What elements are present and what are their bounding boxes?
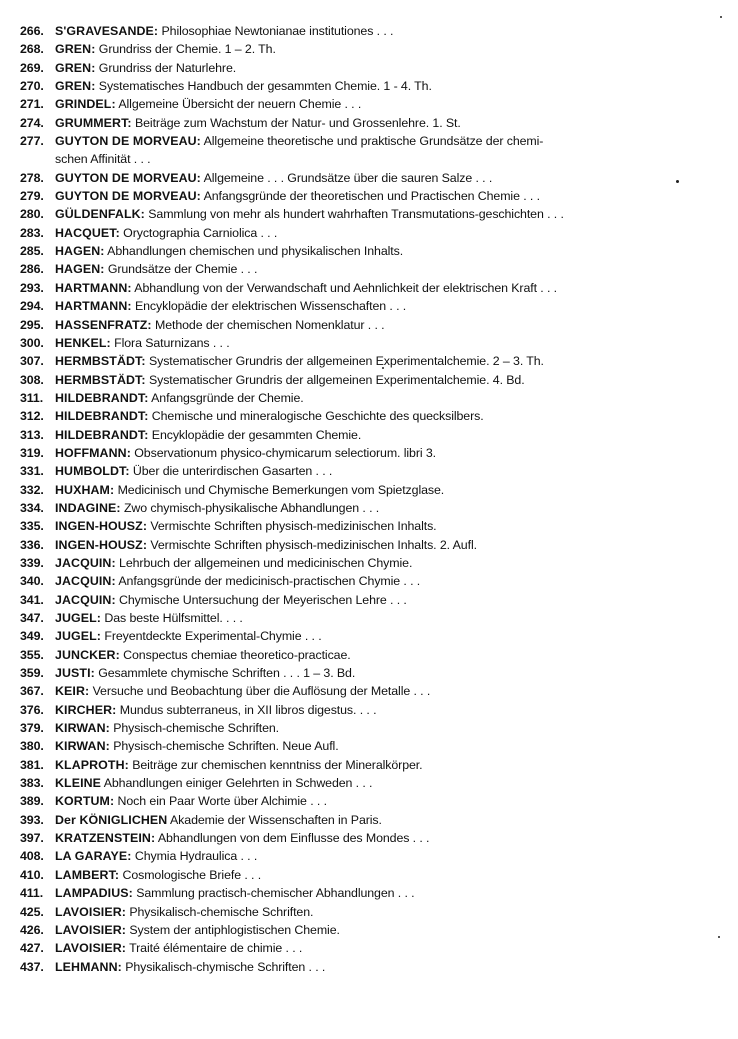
entry-author: LAMBERT: xyxy=(55,867,120,882)
bibliography-entry xyxy=(20,187,732,205)
entry-title: Abhandlungen von dem Einflusse des Mondes . . . xyxy=(157,831,430,846)
entry-author: LAVOISIER: xyxy=(55,904,126,919)
bibliography-entry xyxy=(20,114,732,132)
entry-number: 311. xyxy=(20,390,44,405)
bibliography-entry xyxy=(20,444,732,462)
entry-number: 376. xyxy=(20,702,44,717)
entry-author: KIRWAN: xyxy=(55,721,110,736)
entry-number: 410. xyxy=(20,867,44,882)
entry-number: 393. xyxy=(20,812,44,827)
bibliography-entry xyxy=(20,627,732,645)
entry-title: Chymia Hydraulica . . . xyxy=(134,849,258,864)
entry-title: Allgemeine Übersicht der neuern Chemie . . . xyxy=(118,97,362,112)
bibliography-entry xyxy=(20,260,732,278)
entry-title: Beiträge zum Wachstum der Natur- und Grossenlehre. 1. St. xyxy=(134,115,461,130)
entry-number: 300. xyxy=(20,335,44,350)
entry-number: 383. xyxy=(20,776,44,791)
bibliography-entry xyxy=(20,847,732,865)
entry-number: 339. xyxy=(20,555,44,570)
entry-author: Der KÖNIGLICHEN xyxy=(55,812,168,827)
entry-number: 334. xyxy=(20,500,44,515)
entry-number: 274. xyxy=(20,115,44,130)
entry-author: LAMPADIUS: xyxy=(55,886,133,901)
entry-title: Anfangsgründe der medicinisch-practischen Chymie . . . xyxy=(118,574,421,589)
entry-number: 427. xyxy=(20,941,44,956)
entry-title: Systematischer Grundris der allgemeinen Experimentalchemie. 2 – 3. Th. xyxy=(148,354,544,369)
entry-title: Anfangsgründe der Chemie. xyxy=(151,390,304,405)
bibliography-entry xyxy=(20,334,732,352)
entry-number: 380. xyxy=(20,739,44,754)
bibliography-entry xyxy=(20,481,732,499)
bibliography-entry xyxy=(20,572,732,590)
entry-title: Sammlung von mehr als hundert wahrhaften Transmutations-geschichten . . . xyxy=(148,207,564,222)
entry-number: 336. xyxy=(20,537,44,552)
entry-author: GREN: xyxy=(55,79,96,94)
entry-number: 332. xyxy=(20,482,44,497)
entry-title: Traité élémentaire de chimie . . . xyxy=(129,941,303,956)
entry-author: GREN: xyxy=(55,60,96,75)
entry-author: HENKEL: xyxy=(55,335,111,350)
bibliography-entry xyxy=(20,682,732,700)
entry-author: S'GRAVESANDE: xyxy=(55,24,159,38)
entry-author: GÜLDENFALK: xyxy=(55,207,145,222)
entry-number: 341. xyxy=(20,592,44,607)
entry-author: LA GARAYE: xyxy=(55,849,132,864)
entry-number: 349. xyxy=(20,629,44,644)
entry-title: Philosophiae Newtonianae institutiones . . . xyxy=(161,24,394,38)
entry-author: HILDEBRANDT: xyxy=(55,427,149,442)
entry-author: GUYTON DE MORVEAU: xyxy=(55,170,201,185)
entry-author: HARTMANN: xyxy=(55,280,132,295)
entry-number: 307. xyxy=(20,354,44,369)
entry-title: Oryctographia Carniolica . . . xyxy=(123,225,278,240)
entry-author: JUGEL: xyxy=(55,629,102,644)
bibliography-entry xyxy=(20,316,732,334)
entry-title: Physikalisch-chymische Schriften . . . xyxy=(125,959,326,974)
entry-author: GUYTON DE MORVEAU: xyxy=(55,134,201,149)
bibliography-entry xyxy=(20,884,732,902)
bibliography-entry xyxy=(20,462,732,480)
entry-title: Abhandlungen chemischen und physikalischen Inhalts. xyxy=(107,244,404,259)
bibliography-entry xyxy=(20,609,732,627)
entry-title: Cosmologische Briefe . . . xyxy=(122,867,262,882)
entry-title-continuation: schen Affinität . . . xyxy=(55,152,151,167)
entry-title: Observationum physico-chymicarum selectiorum. libri 3. xyxy=(134,445,436,460)
entry-author: JACQUIN: xyxy=(55,555,116,570)
entry-title: Noch ein Paar Worte über Alchimie . . . xyxy=(117,794,327,809)
bibliography-entry xyxy=(20,829,732,847)
entry-title: Methode der chemischen Nomenklatur . . . xyxy=(155,317,385,332)
entry-number: 268. xyxy=(20,42,44,57)
scan-speck xyxy=(720,16,722,18)
entry-author: GRINDEL: xyxy=(55,97,116,112)
entry-number: 379. xyxy=(20,721,44,736)
entry-author: HARTMANN: xyxy=(55,299,132,314)
bibliography-entry xyxy=(20,536,732,554)
entry-number: 285. xyxy=(20,244,44,259)
entry-author: KLEINE xyxy=(55,776,102,791)
bibliography-entry xyxy=(20,701,732,719)
entry-title: Abhandlung von der Verwandschaft und Aehnlichkeit der elektrischen Kraft . . . xyxy=(134,280,557,295)
bibliography-entry xyxy=(20,811,732,829)
entry-number: 266. xyxy=(20,24,44,38)
bibliography-entry xyxy=(20,719,732,737)
bibliography-entry xyxy=(20,352,732,370)
entry-author: INDAGINE: xyxy=(55,500,121,515)
entry-author: JACQUIN: xyxy=(55,574,116,589)
entry-title: Systematisches Handbuch der gesammten Chemie. 1 - 4. Th. xyxy=(98,79,432,94)
bibliography-entry xyxy=(20,958,732,976)
entry-title: Grundsätze der Chemie . . . xyxy=(107,262,258,277)
bibliography-entry xyxy=(20,792,732,810)
entry-number: 293. xyxy=(20,280,44,295)
entry-author: KORTUM: xyxy=(55,794,115,809)
entry-number: 308. xyxy=(20,372,44,387)
bibliography-entry xyxy=(20,921,732,939)
entry-number: 286. xyxy=(20,262,44,277)
bibliography-entry xyxy=(20,389,732,407)
bibliography-entry xyxy=(20,591,732,609)
bibliography-entry xyxy=(20,279,732,297)
entry-number: 312. xyxy=(20,409,44,424)
entry-author: KEIR: xyxy=(55,684,90,699)
bibliography-entry xyxy=(20,40,732,58)
entry-author: HUMBOLDT: xyxy=(55,464,130,479)
entry-author: HILDEBRANDT: xyxy=(55,390,149,405)
entry-title: Conspectus chemiae theoretico-practicae. xyxy=(123,647,351,662)
entry-title: Vermischte Schriften physisch-medizinischen Inhalts. 2. Aufl. xyxy=(150,537,477,552)
bibliography-entry xyxy=(20,426,732,444)
entry-author: JACQUIN: xyxy=(55,592,116,607)
entry-title: Beiträge zur chemischen kenntniss der Mineralkörper. xyxy=(132,757,423,772)
entry-number: 278. xyxy=(20,170,44,185)
entry-title: Allgemeine theoretische und praktische Grundsätze der chemi- xyxy=(203,134,544,149)
bibliography-entry xyxy=(20,22,732,40)
entry-number: 355. xyxy=(20,647,44,662)
entry-title: Systematischer Grundris der allgemeinen Experimentalchemie. 4. Bd. xyxy=(148,372,525,387)
entry-title: Vermischte Schriften physisch-medizinischen Inhalts. xyxy=(150,519,437,534)
bibliography-entry xyxy=(20,756,732,774)
entry-number: 411. xyxy=(20,886,44,901)
entry-author: GUYTON DE MORVEAU: xyxy=(55,189,201,204)
entry-number: 269. xyxy=(20,60,44,75)
entry-title: Anfangsgründe der theoretischen und Practischen Chemie . . . xyxy=(203,189,540,204)
entry-author: KIRCHER: xyxy=(55,702,117,717)
entry-title: Das beste Hülfsmittel. . . . xyxy=(104,611,243,625)
bibliography-entry xyxy=(20,903,732,921)
entry-title: Sammlung practisch-chemischer Abhandlungen . . . xyxy=(136,886,415,901)
entry-title: Gesammlete chymische Schriften . . . 1 – 3. Bd. xyxy=(98,666,356,681)
entry-number: 340. xyxy=(20,574,44,589)
entry-author: HILDEBRANDT: xyxy=(55,409,149,424)
bibliography-entry xyxy=(20,517,732,535)
entry-number: 319. xyxy=(20,445,44,460)
entry-number: 389. xyxy=(20,794,44,809)
bibliography-entry xyxy=(20,866,732,884)
bibliography-entry xyxy=(20,297,732,315)
entry-title: Grundriss der Naturlehre. xyxy=(98,60,237,75)
entry-title: Physikalisch-chemische Schriften. xyxy=(129,904,314,919)
entry-author: LEHMANN: xyxy=(55,959,122,974)
entry-number: 294. xyxy=(20,299,44,314)
entry-number: 408. xyxy=(20,849,44,864)
bibliography-entry xyxy=(20,95,732,113)
entry-number: 279. xyxy=(20,189,44,204)
entry-title: Abhandlungen einiger Gelehrten in Schweden . . . xyxy=(103,776,373,791)
entry-author: INGEN-HOUSZ: xyxy=(55,519,148,534)
bibliography-entry xyxy=(20,132,732,169)
entry-title: Über die unterirdischen Gasarten . . . xyxy=(132,464,333,479)
entry-author: HOFFMANN: xyxy=(55,445,131,460)
entry-number: 381. xyxy=(20,757,44,772)
entry-title: System der antiphlogistischen Chemie. xyxy=(129,922,340,937)
entry-title: Chymische Untersuchung der Meyerischen Lehre . . . xyxy=(119,592,407,607)
entry-author: INGEN-HOUSZ: xyxy=(55,537,148,552)
entry-title: Medicinisch und Chymische Bemerkungen vom Spietzglase. xyxy=(117,482,445,497)
entry-author: JUSTI: xyxy=(55,666,95,681)
entry-number: 347. xyxy=(20,611,44,625)
entry-title: Akademie der Wissenschaften in Paris. xyxy=(170,812,382,827)
entry-author: KIRWAN: xyxy=(55,739,110,754)
entry-number: 277. xyxy=(20,134,44,149)
entry-author: LAVOISIER: xyxy=(55,922,126,937)
entry-number: 359. xyxy=(20,666,44,681)
entry-title: Encyklopädie der gesammten Chemie. xyxy=(151,427,362,442)
entry-number: 437. xyxy=(20,959,44,974)
entry-title: Grundriss der Chemie. 1 – 2. Th. xyxy=(98,42,276,57)
entry-title: Mundus subterraneus, in XII libros digestus. . . . xyxy=(119,702,377,717)
bibliography-entry xyxy=(20,407,732,425)
entry-number: 283. xyxy=(20,225,44,240)
entry-author: JUNCKER: xyxy=(55,647,120,662)
entry-author: JUGEL: xyxy=(55,611,102,625)
entry-number: 295. xyxy=(20,317,44,332)
entry-author: GRUMMERT: xyxy=(55,115,132,130)
entry-author: HACQUET: xyxy=(55,225,120,240)
bibliography-entry xyxy=(20,939,732,957)
bibliography-entry xyxy=(20,205,732,223)
bibliography-list xyxy=(20,22,732,976)
entry-author: KLAPROTH: xyxy=(55,757,129,772)
entry-title: Freyentdeckte Experimental-Chymie . . . xyxy=(104,629,322,644)
entry-title: Chemische und mineralogische Geschichte des quecksilbers. xyxy=(151,409,484,424)
bibliography-entry xyxy=(20,774,732,792)
entry-number: 335. xyxy=(20,519,44,534)
bibliography-entry xyxy=(20,224,732,242)
bibliography-entry xyxy=(20,169,732,187)
bibliography-entry xyxy=(20,664,732,682)
bibliography-entry xyxy=(20,371,732,389)
entry-title: Physisch-chemische Schriften. xyxy=(113,721,280,736)
entry-author: HERMBSTÄDT: xyxy=(55,354,146,369)
entry-number: 313. xyxy=(20,427,44,442)
bibliography-entry xyxy=(20,77,732,95)
entry-title: Encyklopädie der elektrischen Wissenschaften . . . xyxy=(134,299,407,314)
entry-title: Allgemeine . . . Grundsätze über die sauren Salze . . . xyxy=(203,170,493,185)
entry-title: Flora Saturnizans . . . xyxy=(114,335,230,350)
entry-author: KRATZENSTEIN: xyxy=(55,831,156,846)
entry-number: 270. xyxy=(20,79,44,94)
entry-author: HAGEN: xyxy=(55,262,105,277)
bibliography-entry xyxy=(20,242,732,260)
entry-author: LAVOISIER: xyxy=(55,941,126,956)
entry-number: 397. xyxy=(20,831,44,846)
bibliography-entry xyxy=(20,554,732,572)
entry-number: 426. xyxy=(20,922,44,937)
entry-number: 271. xyxy=(20,97,44,112)
entry-number: 331. xyxy=(20,464,44,479)
bibliography-entry xyxy=(20,59,732,77)
entry-number: 280. xyxy=(20,207,44,222)
entry-title: Physisch-chemische Schriften. Neue Aufl. xyxy=(113,739,339,754)
bibliography-entry xyxy=(20,499,732,517)
bibliography-entry xyxy=(20,737,732,755)
entry-number: 425. xyxy=(20,904,44,919)
entry-title: Versuche und Beobachtung über die Auflösung der Metalle . . . xyxy=(92,684,431,699)
entry-author: HUXHAM: xyxy=(55,482,115,497)
entry-author: HERMBSTÄDT: xyxy=(55,372,146,387)
entry-author: HAGEN: xyxy=(55,244,105,259)
entry-number: 367. xyxy=(20,684,44,699)
bibliography-entry xyxy=(20,646,732,664)
entry-author: GREN: xyxy=(55,42,96,57)
entry-title: Zwo chymisch-physikalische Abhandlungen . . . xyxy=(123,500,380,515)
entry-author: HASSENFRATZ: xyxy=(55,317,152,332)
entry-title: Lehrbuch der allgemeinen und medicinischen Chymie. xyxy=(119,555,413,570)
